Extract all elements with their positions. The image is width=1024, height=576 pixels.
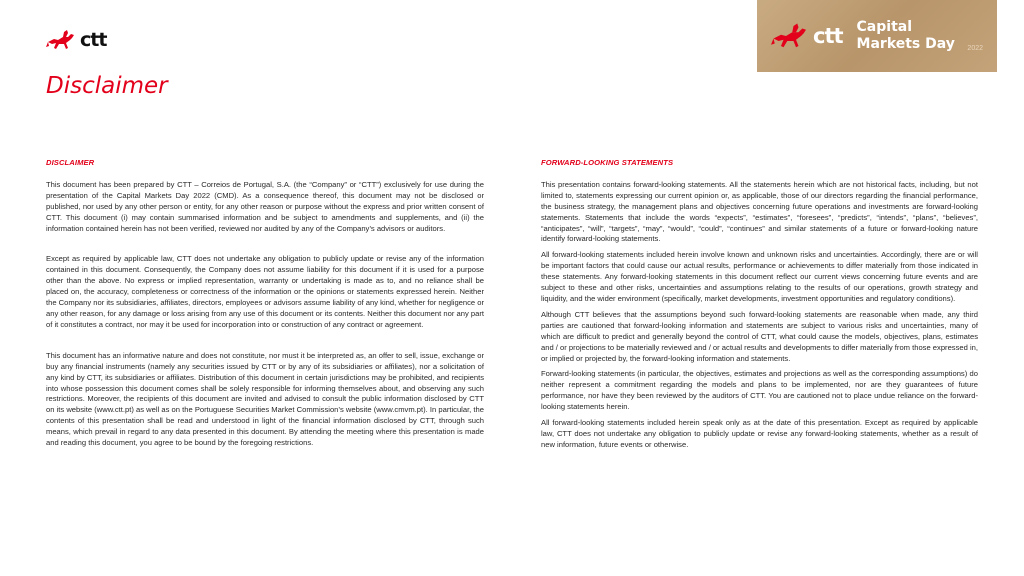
disclaimer-heading: DISCLAIMER bbox=[46, 158, 95, 167]
disclaimer-section bbox=[46, 158, 484, 469]
badge-year: 2022 bbox=[967, 45, 983, 52]
badge-title-line1: Capital bbox=[856, 19, 913, 35]
horse-rider-icon bbox=[771, 21, 811, 51]
forward-looking-paragraph: All forward-looking statements included herein involve known and unknown risks and uncertainties. Accordingly, there are or will be important factors that could cause our actual results, performance or achievements to differ materially from those indicated in these statements. Any forward-looking statements in this document reflect our current views concerning future events and are subject to these and other risks, uncertainties and assumptions relating to the results of our operations, growth strategy and liquidity, and the wider environment (specifically, market developments, investment opportunities and regulatory conditions). bbox=[541, 250, 978, 303]
horse-rider-icon bbox=[46, 28, 78, 52]
badge-title-line2: Markets Day bbox=[856, 36, 955, 52]
forward-looking-section bbox=[541, 158, 978, 456]
disclaimer-paragraph: Except as required by applicable law, CTT does not undertake any obligation to publicly update or revise any of the information contained in this document. Consequently, the Company does not assume liability for this document if it is used for a purpose other than the above. No express or implied representation, warranty or undertaking is made as to, and no reliance shall be placed on, the accuracy, completeness or correctness of the information or the opinions or statements expressed herein. Neither the Company nor its subsidiaries, affiliates, directors, employees or advisors assume liability of any kind, whether for negligence or any other reason, for any damage or loss arising from any use of this document or its contents. Neither this document nor any part of it constitutes a contract, nor may it be used for incorporation into or construction of any contract or agreement. bbox=[46, 254, 484, 329]
forward-looking-paragraph: All forward-looking statements included herein speak only as at the date of this presentation. Except as required by applicable law, CTT does not undertake any obligation to publicly update or revise any forward-looking statements, whether as a result of new information, future events or otherwise. bbox=[541, 418, 978, 449]
ctt-logo bbox=[46, 28, 106, 52]
capital-markets-day-badge bbox=[757, 0, 997, 72]
disclaimer-paragraph: This document has an informative nature and does not constitute, nor must it be interpreted as, an offer to sell, issue, exchange or buy any financial instruments (namely any securities issued by CTT or by any of its subsidiaries or affiliates), nor a solicitation of any kind by CTT, its subsidiaries or affiliates. Distribution of this document in certain jurisdictions may be prohibited, and recipients into whose possession this document comes shall be solely responsible for informing themselves about, and observing any such restrictions. Moreover, the recipients of this document are invited and advised to consult the public information disclosed by CTT on its website (www.ctt.pt) as well as on the Portuguese Securities Market Commission’s website (www.cmvm.pt). In particular, the contents of this presentation shall be read and understood in light of the financial information disclosed by CTT, through such means, which prevail in regard to any data presented in this document. By attending the meeting where this presentation is made and reading this document, you agree to be bound by the foregoing restrictions. bbox=[46, 350, 484, 448]
forward-looking-paragraph: Forward-looking statements (in particular, the objectives, estimates and projections as well as the corresponding assumptions) do neither represent a commitment regarding the models and plans to be implemented, nor are they guarantees of future performance, nor have they been reviewed by the auditors of CTT. You are cautioned not to place undue reliance on the forward-looking statements herein. bbox=[541, 369, 978, 412]
badge-title bbox=[857, 19, 955, 53]
forward-looking-heading: FORWARD-LOOKING STATEMENTS bbox=[541, 158, 674, 167]
forward-looking-paragraph: Although CTT believes that the assumptions beyond such forward-looking statements are reasonable when made, any third parties are cautioned that forward-looking information and statements are subject to various risks and uncertainties, many of which are difficult to predict and generally beyond the control of CTT, what could cause the models, objectives, plans, estimates and / or projections to be materially reviewed and / or actual results and developments to differ materially from those expressed in, or implied or projected by, the forward-looking information and statements. bbox=[541, 309, 978, 363]
logo-text: ctt bbox=[80, 29, 107, 51]
disclaimer-paragraph: This document has been prepared by CTT – Correios de Portugal, S.A. (the “Company” or “CTT”) exclusively for use during the presentation of the Capital Markets Day 2022 (CMD). As a consequence thereof, this document may not be disclosed or published, nor used by any other person or entity, for any other reason or purpose without the express and prior written consent of CTT. This document (i) may contain summarised information and be subject to amendments and supplements, and (ii) the information contained herein has not been verified, reviewed nor audited by any of the Company’s advisors or auditors. bbox=[46, 179, 484, 233]
page-title: Disclaimer bbox=[46, 73, 168, 99]
badge-logo-text: ctt bbox=[813, 24, 843, 48]
forward-looking-paragraph: This presentation contains forward-looking statements. All the statements herein which are not historical facts, including, but not limited to, statements expressing our current opinion or, as applicable, those of our directors regarding the financial performance, the business strategy, the management plans and objectives concerning future operations and investments are forward-looking statements. Statements that include the words “expects”, “estimates”, “foresees”, “predicts”, “intends”, “plans”, “believes”, “anticipates”, “will”, “targets”, “may”, “would”, “could”, “continues” and similar statements of a future or forward-looking nature identify forward-looking statements. bbox=[541, 179, 978, 244]
